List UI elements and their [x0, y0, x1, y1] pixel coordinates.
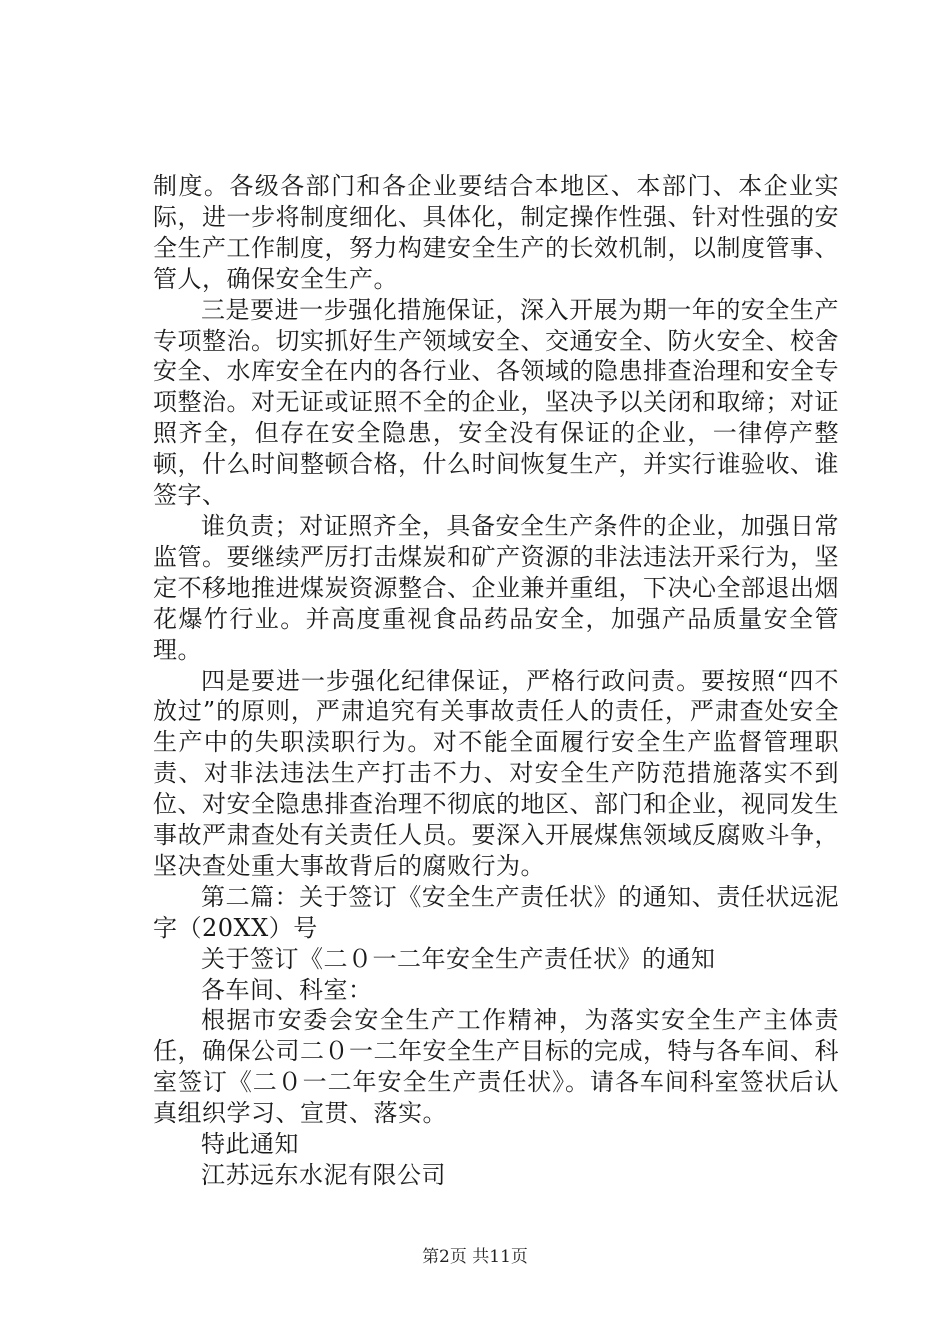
notice-body: 根据市安委会安全生产工作精神，为落实安全生产主体责任，确保公司二０一二年安全生产目标的完成，特与各车间、科室签订《二０一二年安全生产责任状》。请各车间科室签状后认真组织学习、宣贯、落实。	[153, 1006, 839, 1128]
notice-addressee: 各车间、科室：	[201, 975, 373, 1004]
notice-title: 关于签订《二０一二年安全生产责任状》的通知	[201, 944, 716, 973]
paragraph-system-continuation: 制度。各级各部门和各企业要结合本地区、本部门、本企业实际，进一步将制度细化、具体化，制定操作性强、针对性强的安全生产工作制度，努力构建安全生产的长效机制，以制度管事、管人，确保安全生产。	[153, 172, 839, 293]
page-number-footer: 第2页 共11页	[422, 1247, 528, 1267]
notice-closing: 特此通知	[201, 1130, 299, 1159]
paragraph-point-three: 三是要进一步强化措施保证，深入开展为期一年的安全生产专项整治。切实抓好生产领域安全、交通安全、防火安全、校舍安全、水库安全在内的各行业、各领域的隐患排查治理和安全专项整治。对无证或证照不全的企业，坚决予以关闭和取缔；对证照齐全，但存在安全隐患，安全没有保证的企业，一律停产整顿，什么时间整顿合格，什么时间恢复生产，并实行谁验收、谁签字、	[153, 295, 839, 510]
paragraph-point-four: 四是要进一步强化纪律保证，严格行政问责。要按照“四不放过”的原则，严肃追究有关事故责任人的责任，严肃查处安全生产中的失职渎职行为。对不能全面履行安全生产监督管理职责、对非法违法生产打击不力、对安全生产防范措施落实不到位、对安全隐患排查治理不彻底的地区、部门和企业，视同发生事故严肃查处有关责任人员。要深入开展煤焦领域反腐败斗争，坚决查处重大事故背后的腐败行为。	[153, 666, 839, 880]
document-body	[153, 171, 839, 1191]
paragraph-point-three-continued: 谁负责；对证照齐全，具备安全生产条件的企业，加强日常监管。要继续严厉打击煤炭和矿产资源的非法违法开采行为，坚定不移地推进煤炭资源整合、企业兼并重组，下决心全部退出烟花爆竹行业。并高度重视食品药品安全，加强产品质量安全管理。	[153, 511, 839, 664]
section-heading-part-two: 第二篇：关于签订《安全生产责任状》的通知、责任状远泥字（20XX）号	[153, 882, 839, 942]
notice-signature-company: 江苏远东水泥有限公司	[201, 1161, 446, 1189]
